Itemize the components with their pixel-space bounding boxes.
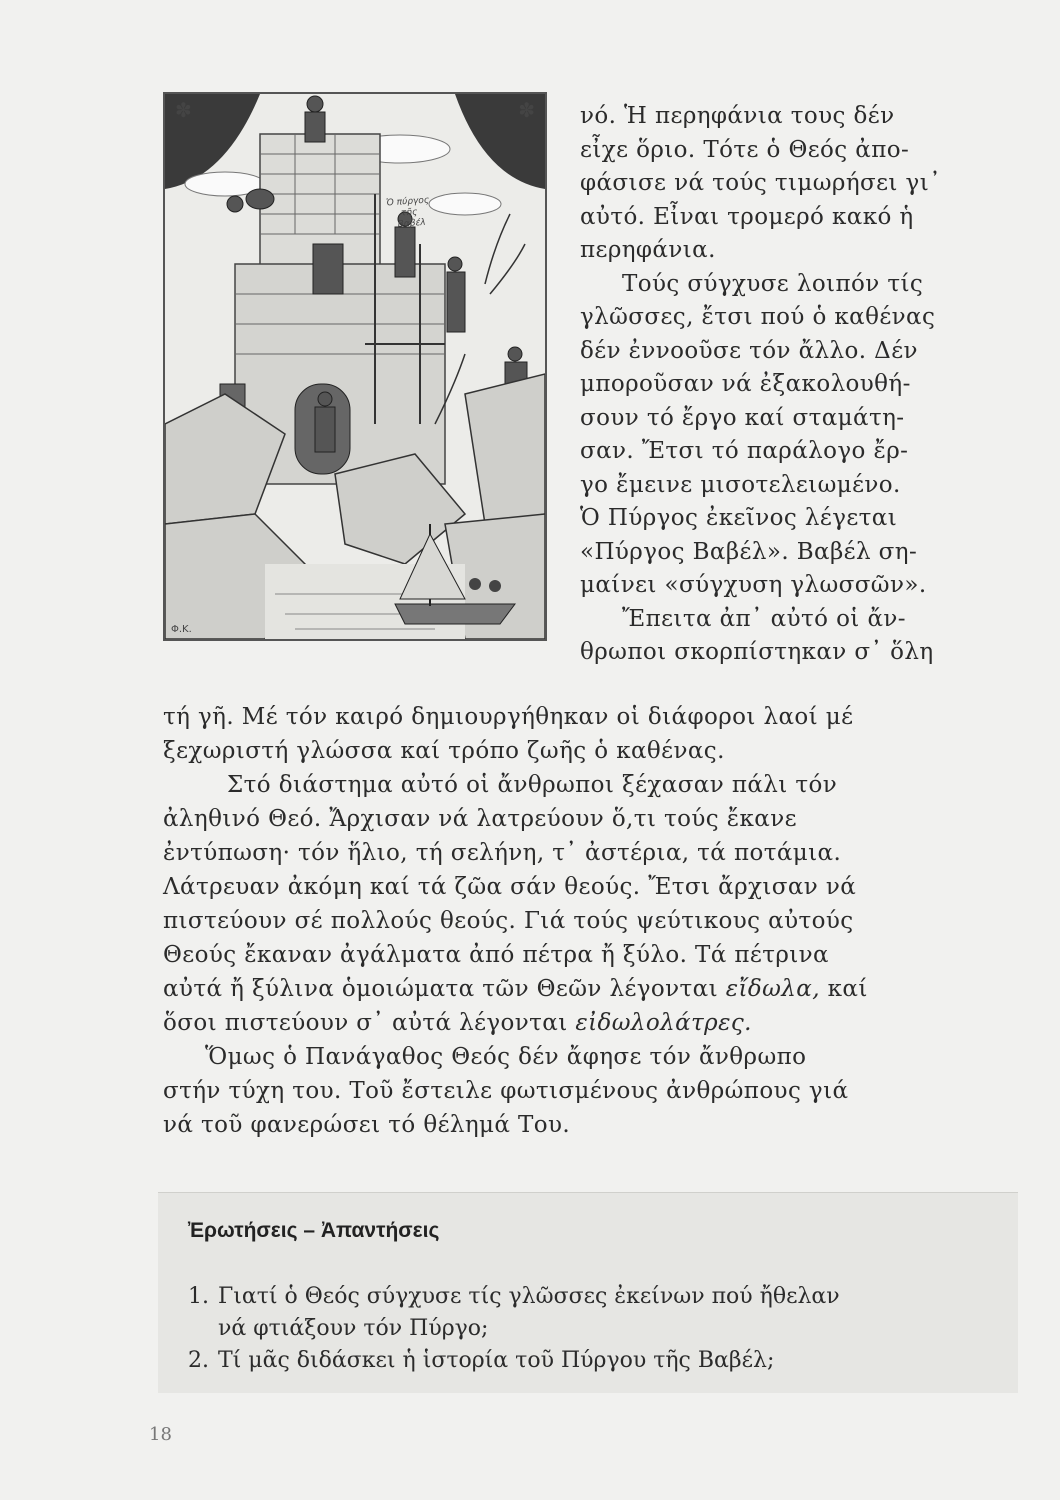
questions-title: Ἐρωτήσεις – Ἀπαντήσεις bbox=[188, 1219, 440, 1242]
text-line: Λάτρευαν ἀκόμη καί τά ζῶα σάν θεούς. Ἔτσι ἄρχισαν νά bbox=[163, 874, 857, 900]
questions-list bbox=[188, 1281, 1008, 1377]
text-line: τή γῆ. Μέ τόν καιρό δημιουργήθηκαν οἱ διάφοροι λαοί μέ bbox=[163, 704, 854, 730]
text-fragment: καί bbox=[819, 976, 868, 1002]
text-line: Ὅμως ὁ Πανάγαθος Θεός δέν ἄφησε τόν ἄνθρωπο bbox=[205, 1044, 807, 1070]
question-item bbox=[188, 1345, 1008, 1377]
italic-term-eidololatres: εἰδωλολάτρες. bbox=[575, 1010, 752, 1036]
text-line: εἶχε ὅριο. Τότε ὁ Θεός ἀπο- bbox=[580, 136, 910, 163]
right-column-text bbox=[580, 100, 1010, 670]
tower-drawing bbox=[165, 94, 545, 639]
page-number: 18 bbox=[149, 1424, 172, 1445]
tower-of-babel-illustration bbox=[163, 92, 547, 641]
text-line: νό. Ἡ περηφάνια τους δέν bbox=[580, 103, 895, 129]
text-line: Ἔπειτα ἀπ᾽ αὐτό οἱ ἄν- bbox=[622, 605, 906, 632]
text-line: ἐντύπωση· τόν ἥλιο, τή σελήνη, τ᾽ ἀστέρια, τά ποτάμια. bbox=[163, 840, 842, 866]
questions-box bbox=[158, 1192, 1018, 1393]
text-line: Στό διάστημα αὐτό οἱ ἄνθρωποι ξέχασαν πάλι τόν bbox=[227, 772, 838, 798]
artist-signature: Φ.Κ. bbox=[171, 624, 192, 635]
text-line: Θεούς ἔκαναν ἀγάλματα ἀπό πέτρα ἤ ξύλο. Τά πέτρινα bbox=[163, 942, 829, 968]
flower-ornament-icon: ✽ bbox=[518, 98, 535, 122]
italic-term-eidola: εἴδωλα, bbox=[725, 976, 820, 1002]
text-line: νά τοῦ φανερώσει τό θέλημά Του. bbox=[163, 1112, 571, 1138]
text-line: Ὁ Πύργος ἐκεῖνος λέγεται bbox=[580, 505, 898, 531]
text-line: μποροῦσαν νά ἐξακολουθή- bbox=[580, 371, 911, 397]
text-line: μαίνει «σύγχυση γλωσσῶν». bbox=[580, 572, 927, 598]
text-line: θρωποι σκορπίστηκαν σ᾽ ὅλη bbox=[580, 639, 934, 665]
illustration-caption: Ὁ πύργος τῆς Βαβέλ bbox=[385, 195, 430, 230]
text-line: Τούς σύγχυσε λοιπόν τίς bbox=[622, 270, 924, 297]
text-line: φάσισε νά τούς τιμωρήσει γι᾽ bbox=[580, 170, 942, 196]
question-text: Γιατί ὁ Θεός σύγχυσε τίς γλῶσσες ἐκείνων πού ἤθελαν bbox=[218, 1284, 840, 1309]
text-fragment: ὅσοι πιστεύουν σ᾽ αὐτά λέγονται bbox=[163, 1010, 576, 1036]
text-line: περηφάνια. bbox=[580, 237, 716, 263]
question-number: 1. bbox=[188, 1284, 209, 1309]
text-line: γο ἔμεινε μισοτελειωμένο. bbox=[580, 471, 901, 498]
text-line: ἀληθινό Θεό. Ἄρχισαν νά λατρεύουν ὅ,τι τούς ἔκανε bbox=[163, 806, 797, 832]
question-item bbox=[188, 1281, 1008, 1345]
text-line: πιστεύουν σέ πολλούς θεούς. Γιά τούς ψεύτικους αὐτούς bbox=[163, 908, 854, 934]
text-line: ξεχωριστή γλώσσα καί τρόπο ζωῆς ὁ καθένας. bbox=[163, 738, 725, 764]
text-line: σουν τό ἔργο καί σταμάτη- bbox=[580, 404, 905, 431]
text-line bbox=[163, 972, 1011, 1006]
text-line: «Πύργος Βαβέλ». Βαβέλ ση- bbox=[580, 538, 918, 565]
flower-ornament-icon: ✽ bbox=[175, 98, 192, 122]
text-line: αὐτό. Εἶναι τρομερό κακό ἡ bbox=[580, 203, 914, 230]
text-line: γλῶσσες, ἔτσι πού ὁ καθένας bbox=[580, 304, 936, 330]
body-text bbox=[163, 700, 1011, 1142]
text-line: στήν τύχη του. Τοῦ ἔστειλε φωτισμένους ἀνθρώπους γιά bbox=[163, 1078, 849, 1104]
text-fragment: αὐτά ἤ ξύλινα ὁμοιώματα τῶν Θεῶν λέγονται bbox=[163, 976, 726, 1002]
question-text: νά φτιάξουν τόν Πύργο; bbox=[218, 1316, 489, 1341]
question-number: 2. bbox=[188, 1348, 209, 1373]
text-line: δέν ἐννοοῦσε τόν ἄλλο. Δέν bbox=[580, 337, 918, 364]
text-line bbox=[163, 1006, 1011, 1040]
text-line: σαν. Ἔτσι τό παράλογο ἔρ- bbox=[580, 438, 909, 464]
question-text: Τί μᾶς διδάσκει ἡ ἱστορία τοῦ Πύργου τῆς Βαβέλ; bbox=[218, 1348, 775, 1373]
